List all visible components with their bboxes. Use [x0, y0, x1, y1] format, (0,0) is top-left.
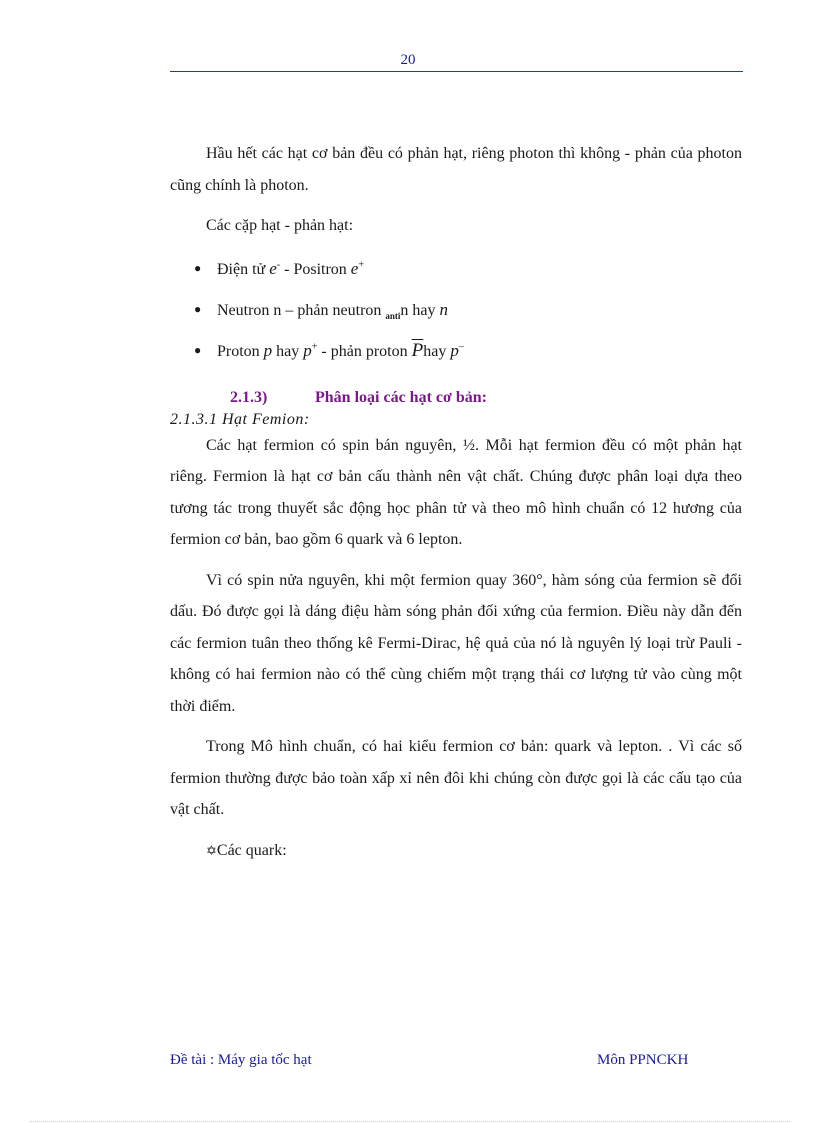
document-body — [170, 138, 742, 866]
bullet-icon: ● — [194, 301, 202, 316]
page-number: 20 — [400, 52, 416, 68]
section-heading — [170, 386, 742, 410]
bullet-icon: ● — [194, 260, 202, 275]
bullet-icon: ● — [194, 342, 202, 357]
paragraph-wavefunction: Vì có spin nửa nguyên, khi một fermion quay 360°, hàm sóng của fermion sẽ đổi dấu. Đó được gọi là dáng điệu hàm sóng phản đối xứng của fermion. Điều này dẫn đến các fermion tuân theo thống kê Fermi-Dirac, hệ quả của nó là nguyên lý loại trừ Pauli - không có hai fermion nào có thể cùng chiếm một trạng thái cơ lượng tử vào cùng một thời điểm. — [170, 571, 742, 715]
header-rule — [170, 71, 743, 72]
particle-pair-list — [170, 248, 742, 371]
footer-divider — [30, 1121, 790, 1122]
paragraph-standard-model: Trong Mô hình chuẩn, có hai kiểu fermion cơ bản: quark và lepton. . Vì các số fermion thường được bảo toàn xấp xỉ nên đôi khi chúng còn được gọi là các cấu tạo của vật chất. — [170, 738, 742, 818]
paragraph-antiparticle: Hầu hết các hạt cơ bản đều có phản hạt, riêng photon thì không - phản của photon cũng chính là photon. — [170, 145, 742, 194]
section-number: 2.1.3) — [230, 388, 268, 406]
footer-topic: Đề tài : Máy gia tốc hạt — [170, 1052, 312, 1068]
subsection-heading: 2.1.3.1 Hạt Femion: — [170, 410, 310, 428]
section-title: Phân loại các hạt cơ bản: — [315, 388, 487, 406]
list-item: ● Điện tử e- - Positron e+ — [170, 248, 742, 289]
paragraph-pairs-intro: Các cặp hạt - phản hạt: — [206, 217, 354, 234]
star-of-david-icon: ✡ — [206, 842, 217, 858]
list-item: ● Neutron n – phản neutron $_{anti}$n hay n — [170, 289, 742, 330]
quark-heading-text: Các quark: — [216, 841, 287, 859]
footer-course: Môn PPNCKH — [597, 1052, 689, 1068]
list-item: ● Proton p hay p+ - phản proton $\overline{P}hay$ p– — [170, 330, 742, 371]
quark-heading — [170, 835, 742, 867]
paragraph-fermion-spin: Các hạt fermion có spin bán nguyên, ½. Mỗi hạt fermion đều có một phản hạt riêng. Fermion là hạt cơ bản cấu thành nên vật chất. Chúng được phân loại dựa theo tương tác trong thuyết sắc động học phân tử và theo mô hình chuẩn có 12 hương của fermion cơ bản, bao gồm 6 quark và 6 lepton. — [170, 436, 742, 548]
